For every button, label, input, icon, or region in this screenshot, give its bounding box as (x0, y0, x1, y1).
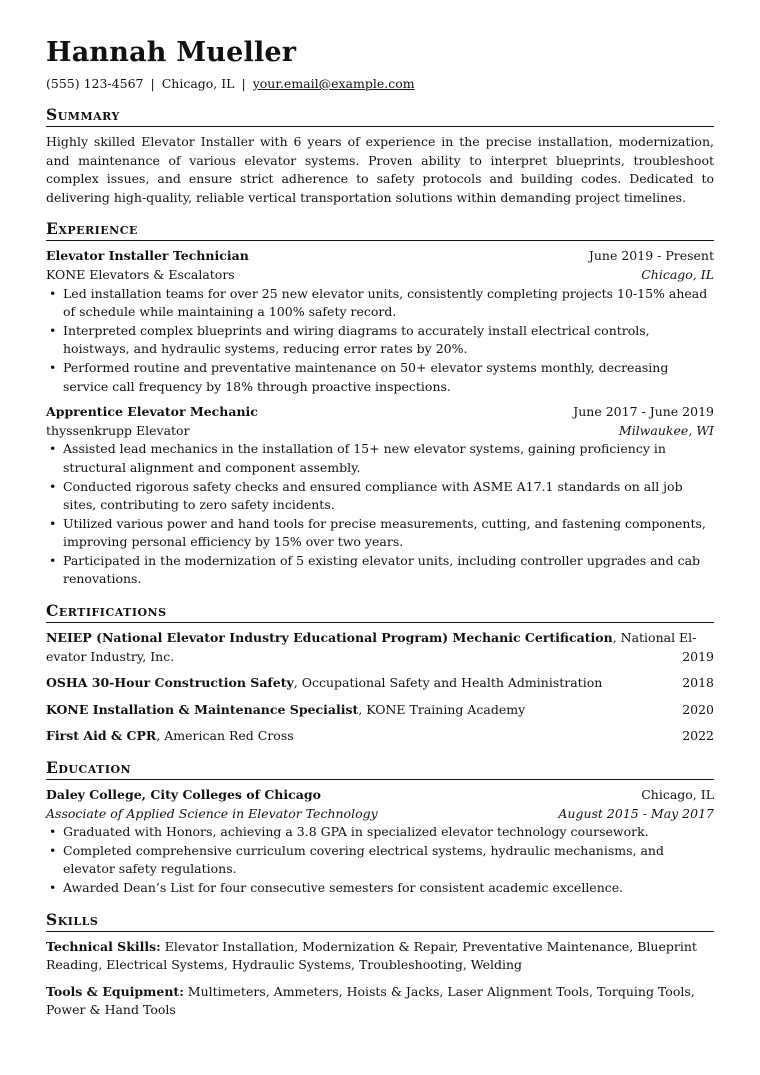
contact-line (46, 75, 714, 93)
candidate-name: Hannah Mueller (46, 37, 297, 68)
contact-separator: | (241, 76, 246, 91)
skill-group (46, 938, 714, 975)
school-name: Daley College, City Colleges of Chicago (46, 787, 321, 803)
education-entry (46, 786, 714, 898)
certification-issuer-continued: evator Industry, Inc. (46, 648, 175, 664)
certification-year: 2022 (682, 728, 714, 744)
section-title-summary: Summary (46, 105, 714, 127)
contact-separator: | (150, 76, 155, 91)
section-title-skills: Skills (46, 910, 714, 932)
certification-entry (46, 674, 714, 693)
skill-label: Tools & Equipment: (46, 983, 184, 999)
skill-values: Multimeters, Ammeters, Hoists & Jacks, Laser Alignment Tools, Torquing Tools, Power & Hand Tools (46, 983, 695, 1018)
certification-issuer: , KONE Training Academy (358, 701, 526, 717)
certification-name: NEIEP (National Elevator Industry Educational Program) Mechanic Certification (46, 630, 613, 646)
company-name: KONE Elevators & Escalators (46, 266, 235, 282)
education-dates: August 2015 - May 2017 (558, 805, 714, 821)
list-item: • Participated in the modernization of 5 existing elevator units, including controller upgrades and cab renovations. (46, 552, 714, 589)
degree-name: Associate of Applied Science in Elevator Technology (46, 805, 378, 821)
company-name: thyssenkrupp Elevator (46, 422, 190, 438)
certification-issuer: , Occupational Safety and Health Administration (293, 675, 603, 691)
job-location: Chicago, IL (641, 266, 714, 282)
certification-name: First Aid & CPR (46, 728, 157, 744)
contact-location: Chicago, IL (161, 76, 235, 91)
skill-values: Elevator Installation, Modernization & Repair, Preventative Maintenance, Blueprint Reading, Electrical Systems, Hydraulic Systems, Troubleshooting, Welding (46, 938, 697, 973)
section-title-education: Education (46, 758, 714, 780)
certification-name: OSHA 30-Hour Construction Safety (46, 675, 294, 691)
phone-number: (555) 123-4567 (46, 76, 144, 91)
certification-year: 2020 (682, 701, 714, 717)
summary-text: Highly skilled Elevator Installer with 6 years of experience in the precise installation, modernization, and maintenance of various elevator systems. Proven ability to interpret blueprints, troubleshoot complex issues, and ensure strict adherence to safety protocols and building codes. Dedicated to delivering high-quality, reliable vertical transportation solutions within demanding project timelines. (46, 134, 714, 205)
list-item: • Awarded Dean’s List for four consecutive semesters for consistent academic excellence. (46, 879, 714, 898)
job-dates: June 2017 - June 2019 (573, 404, 714, 420)
list-item: • Led installation teams for over 25 new elevator units, consistently completing projects 10-15% ahead of schedule while maintaining a 100% safety record. (46, 285, 714, 322)
job-title: Apprentice Elevator Mechanic (46, 404, 258, 420)
job-bullets (46, 285, 714, 397)
certification-issuer: , American Red Cross (156, 728, 294, 744)
job-dates: June 2019 - Present (588, 248, 714, 264)
certification-year: 2019 (682, 648, 714, 664)
section-title-experience: Experience (46, 219, 714, 241)
job-title: Elevator Installer Technician (46, 248, 249, 264)
certification-entry (46, 701, 714, 720)
resume-page (46, 36, 714, 1028)
skill-group (46, 983, 714, 1020)
list-item: • Assisted lead mechanics in the installation of 15+ new elevator systems, gaining proficiency in structural alignment and component assembly. (46, 440, 714, 477)
school-location: Chicago, IL (641, 787, 714, 803)
experience-entry (46, 403, 714, 589)
certification-year: 2018 (682, 675, 714, 691)
skill-label: Technical Skills: (46, 938, 161, 954)
section-title-certifications: Certifications (46, 601, 714, 623)
job-bullets (46, 440, 714, 589)
education-bullets (46, 823, 714, 897)
list-item: • Graduated with Honors, achieving a 3.8 GPA in specialized elevator technology coursework. (46, 823, 714, 842)
list-item: • Conducted rigorous safety checks and ensured compliance with ASME A17.1 standards on all job sites, contributing to zero safety incidents. (46, 478, 714, 515)
list-item: • Utilized various power and hand tools for precise measurements, cutting, and fastening components, improving personal efficiency by 15% over two years. (46, 515, 714, 552)
job-location: Milwaukee, WI (618, 422, 714, 438)
certification-entry (46, 629, 714, 666)
experience-entry (46, 247, 714, 396)
certification-name: KONE Installation & Maintenance Specialist (46, 701, 359, 717)
certification-entry (46, 727, 714, 746)
list-item: • Performed routine and preventative maintenance on 50+ elevator systems monthly, decreasing service call frequency by 18% through proactive inspections. (46, 359, 714, 396)
email-link[interactable]: your.email@example.com (252, 76, 415, 91)
certification-issuer: , National El- (612, 630, 697, 646)
list-item: • Completed comprehensive curriculum covering electrical systems, hydraulic mechanisms, and elevator safety regulations. (46, 842, 714, 879)
list-item: • Interpreted complex blueprints and wiring diagrams to accurately install electrical controls, hoistways, and hydraulic systems, reducing error rates by 20%. (46, 322, 714, 359)
